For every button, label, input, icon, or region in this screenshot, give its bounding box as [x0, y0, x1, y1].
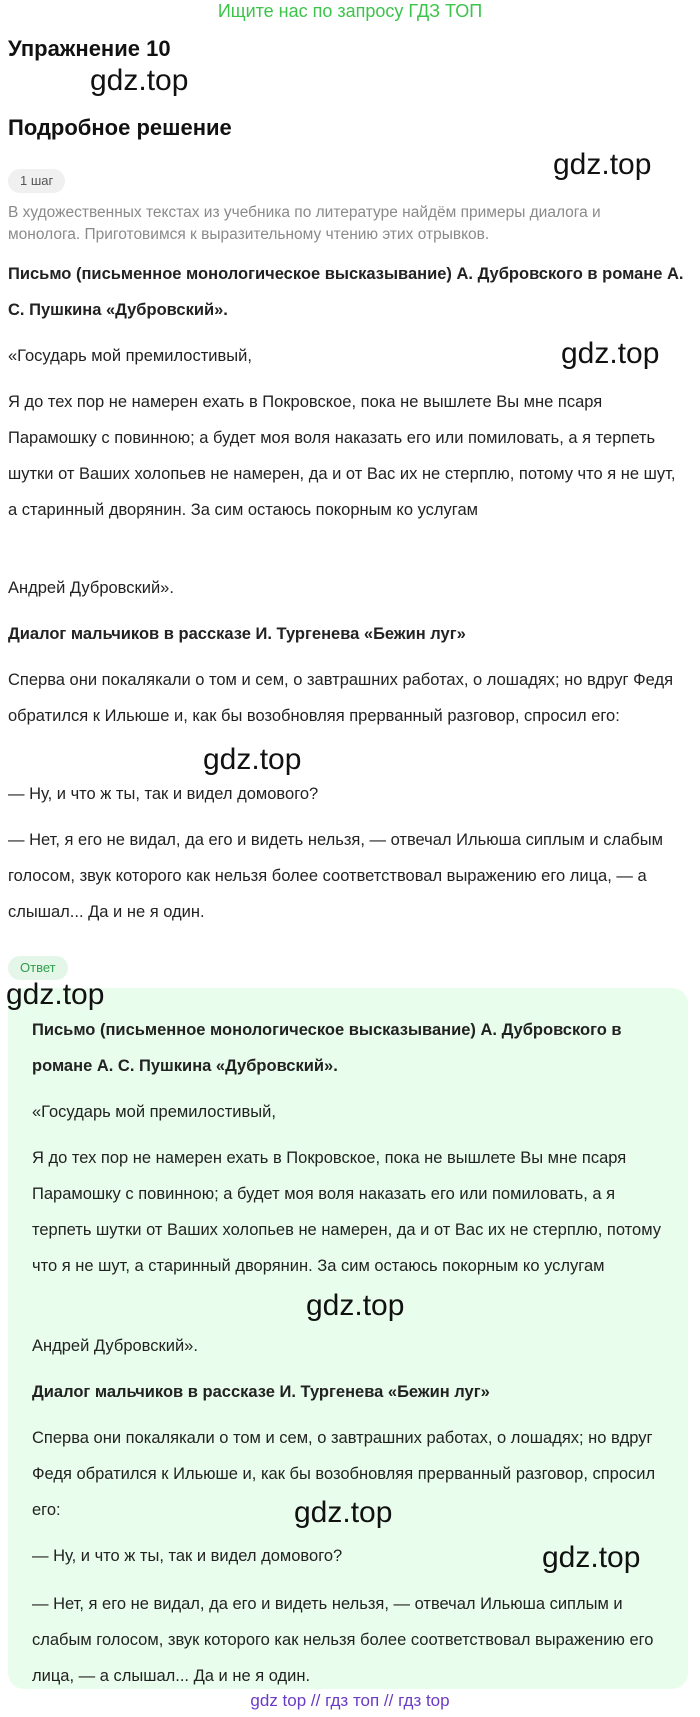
solution-letter-heading: Письмо (письменное монологическое высказывание) А. Дубровского в романе А. С. Пушкина «Дубровский». [8, 265, 684, 319]
watermark: gdz.top [553, 148, 652, 181]
solution-dialog-line-1: — Ну, и что ж ты, так и видел домового? [8, 785, 319, 803]
solution-dialog-heading: Диалог мальчиков в рассказе И. Тургенева «Бежин луг» [8, 625, 466, 643]
answer-letter-body: Я до тех пор не намерен ехать в Покровское, пока не вышлете Вы мне псаря Парамошку с повинною; а будет моя воля наказать его или помиловать, а я терпеть шутки от Ваших холопьев не намерен, да и от Вас их не стерплю, потому что я не шут, а старинный дворянин. За сим остаюсь покорным ко услугам [32, 1149, 661, 1275]
top-banner: Ищите нас по запросу ГДЗ ТОП [217, 1, 483, 21]
watermark: gdz.top [203, 743, 302, 776]
exercise-title: Упражнение 10 [8, 36, 171, 61]
answer-dialog-line-2: — Нет, я его не видал, да его и видеть нельзя, — отвечал Ильюша сиплым и слабым голосом, звук которого как нельзя более соответствовал выражению его лица, — а слышал... Да и не я один. [32, 1595, 654, 1685]
watermark: gdz.top [561, 337, 660, 370]
watermark: gdz.top [90, 64, 189, 97]
answer-salutation: «Государь мой премилостивый, [32, 1103, 276, 1121]
step-badge: 1 шаг [8, 169, 65, 193]
intro-text: В художественных текстах из учебника по литературе найдём примеры диалога и монолога. Приготовимся к выразительному чтению этих отрывков. [8, 204, 601, 243]
solution-dialog-intro: Сперва они покалякали о том и сем, о завтрашних работах, о лошадях; но вдруг Федя обратился к Ильюше и, как бы возобновляя прерванный разговор, спросил его: [8, 671, 674, 725]
solution-salutation: «Государь мой премилостивый, [8, 347, 252, 365]
watermark: gdz.top [542, 1541, 641, 1574]
solution-dialog-line-2: — Нет, я его не видал, да его и видеть нельзя, — отвечал Ильюша сиплым и слабым голосом, звук которого как нельзя более соответствовал выражению его лица, — а слышал... Да и не я один. [8, 831, 663, 921]
answer-dialog-intro: Сперва они покалякали о том и сем, о завтрашних работах, о лошадях; но вдруг Федя обратился к Ильюше и, как бы возобновляя прерванный разговор, спросил его: [32, 1429, 656, 1519]
answer-badge: Ответ [8, 956, 68, 980]
footer-links[interactable]: gdz top // гдз топ // гдз top [250, 1691, 450, 1710]
section-title: Подробное решение [8, 115, 232, 140]
answer-letter-heading: Письмо (письменное монологическое высказывание) А. Дубровского в романе А. С. Пушкина «Дубровский». [32, 1021, 622, 1075]
solution-letter-body: Я до тех пор не намерен ехать в Покровское, пока не вышлете Вы мне псаря Парамошку с повинною; а будет моя воля наказать его или помиловать, а я терпеть шутки от Ваших холопьев не намерен, да и от Вас их не стерплю, потому что я не шут, а старинный дворянин. За сим остаюсь покорным ко услугам [8, 393, 676, 519]
watermark: gdz.top [294, 1496, 393, 1529]
watermark: gdz.top [306, 1289, 405, 1322]
answer-dialog-line-1: — Ну, и что ж ты, так и видел домового? [32, 1547, 343, 1565]
answer-dialog-heading: Диалог мальчиков в рассказе И. Тургенева «Бежин луг» [32, 1383, 490, 1401]
answer-signature: Андрей Дубровский». [32, 1337, 198, 1355]
solution-signature: Андрей Дубровский». [8, 579, 174, 597]
watermark: gdz.top [6, 978, 105, 1011]
